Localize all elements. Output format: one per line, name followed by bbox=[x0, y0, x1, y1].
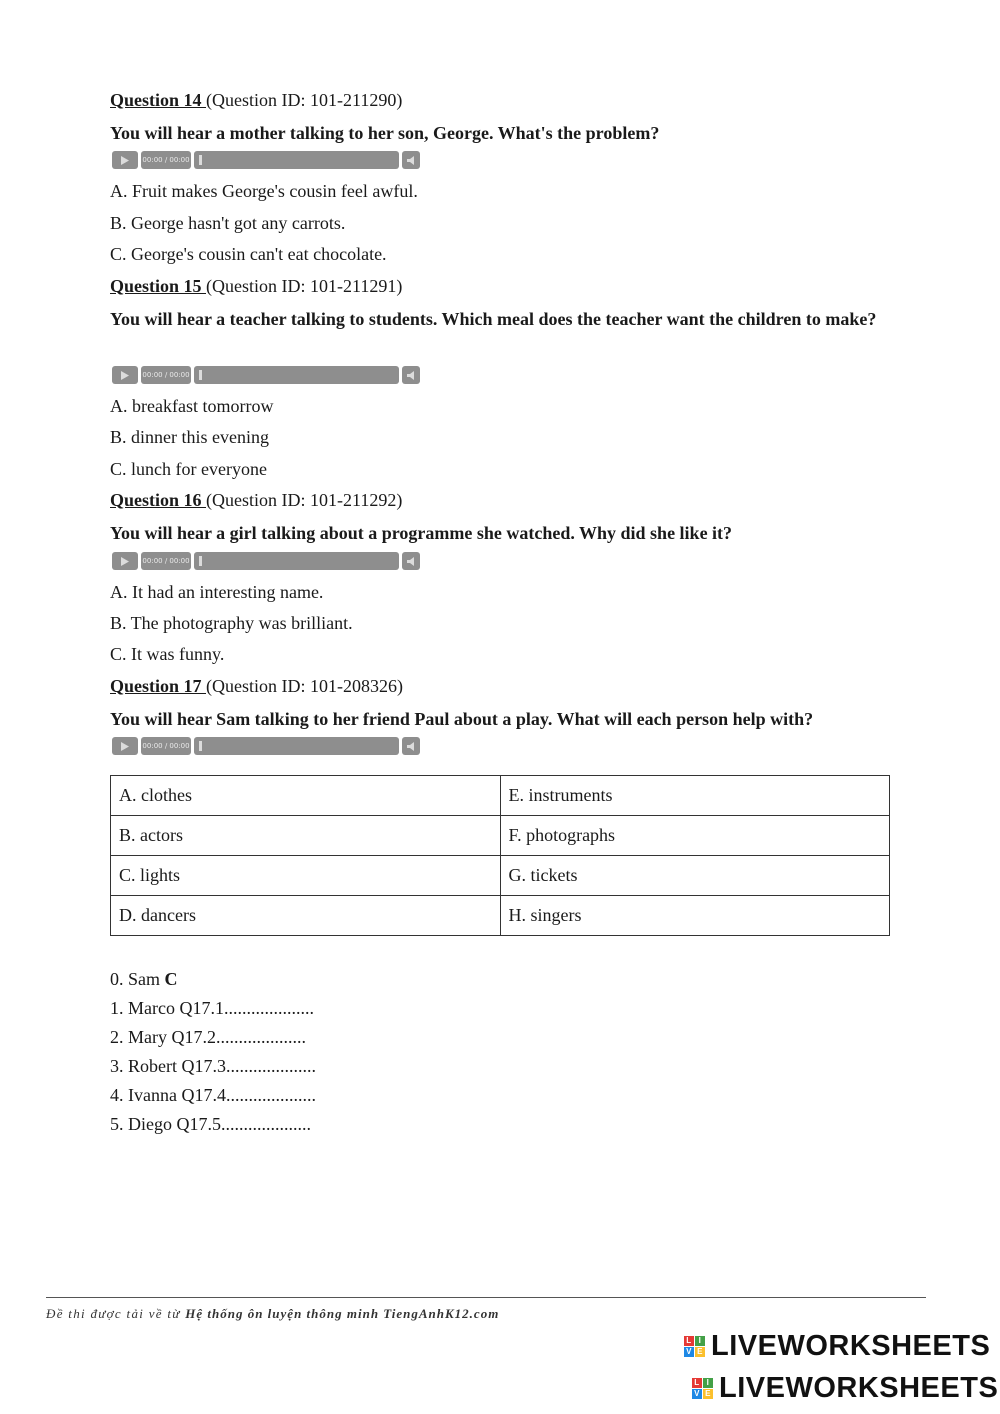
example-letter: C bbox=[164, 969, 178, 989]
audio-progress-bar[interactable] bbox=[194, 366, 399, 384]
question-header bbox=[110, 490, 402, 511]
table-cell: C. lights bbox=[111, 856, 501, 896]
answer-line[interactable]: 2. Mary Q17.2.................... bbox=[110, 1027, 306, 1047]
answer-line[interactable]: 5. Diego Q17.5.................... bbox=[110, 1114, 311, 1134]
play-icon bbox=[121, 557, 129, 566]
progress-thumb[interactable] bbox=[199, 741, 202, 751]
question-label: Question 16 bbox=[110, 490, 207, 510]
audio-player bbox=[112, 551, 420, 571]
answer-option: C. It was funny. bbox=[110, 644, 225, 664]
logo-grid-icon bbox=[684, 1336, 705, 1357]
question-id: (Question ID: 101-211292) bbox=[206, 490, 403, 510]
table-cell: G. tickets bbox=[500, 856, 890, 896]
question-label: Question 15 bbox=[110, 276, 207, 296]
audio-player bbox=[112, 150, 420, 170]
audio-time: 00:00 / 00:00 bbox=[141, 151, 191, 169]
play-button[interactable] bbox=[112, 151, 138, 169]
question-label: Question 14 bbox=[110, 90, 207, 110]
answer-option: B. dinner this evening bbox=[110, 427, 269, 447]
logo-letter: V bbox=[684, 1347, 694, 1357]
example-answer bbox=[110, 969, 178, 990]
footer-divider bbox=[46, 1297, 926, 1298]
answer-option: A. It had an interesting name. bbox=[110, 582, 324, 602]
answer-option: A. Fruit makes George's cousin feel awful. bbox=[110, 181, 418, 201]
volume-button[interactable] bbox=[402, 151, 420, 169]
logo-text: LIVEWORKSHEETS bbox=[719, 1372, 999, 1404]
speaker-icon bbox=[407, 557, 416, 566]
footer-text bbox=[46, 1306, 499, 1322]
answer-line[interactable]: 1. Marco Q17.1.................... bbox=[110, 998, 314, 1018]
play-icon bbox=[121, 156, 129, 165]
logo-grid-icon bbox=[692, 1378, 713, 1399]
audio-progress-bar[interactable] bbox=[194, 737, 399, 755]
answer-option: B. The photography was brilliant. bbox=[110, 613, 353, 633]
logo-letter: E bbox=[695, 1347, 705, 1357]
progress-thumb[interactable] bbox=[199, 370, 202, 380]
liveworksheets-logo bbox=[692, 1372, 998, 1405]
table-row bbox=[111, 856, 890, 896]
audio-player bbox=[112, 365, 420, 385]
speaker-icon bbox=[407, 742, 416, 751]
audio-progress-bar[interactable] bbox=[194, 552, 399, 570]
speaker-icon bbox=[407, 156, 416, 165]
question-header bbox=[110, 90, 402, 111]
answer-option: A. breakfast tomorrow bbox=[110, 396, 274, 416]
logo-letter: I bbox=[703, 1378, 713, 1388]
table-row bbox=[111, 776, 890, 816]
footer-source: Hệ thống ôn luyện thông minh TiengAnhK12.com bbox=[185, 1306, 500, 1321]
play-icon bbox=[121, 371, 129, 380]
play-button[interactable] bbox=[112, 552, 138, 570]
table-cell: B. actors bbox=[111, 816, 501, 856]
question-label: Question 17 bbox=[110, 676, 207, 696]
table-row bbox=[111, 816, 890, 856]
answer-option: B. George hasn't got any carrots. bbox=[110, 213, 346, 233]
progress-thumb[interactable] bbox=[199, 556, 202, 566]
question-prompt: You will hear a girl talking about a programme she watched. Why did she like it? bbox=[110, 523, 733, 543]
volume-button[interactable] bbox=[402, 366, 420, 384]
answer-line[interactable]: 3. Robert Q17.3.................... bbox=[110, 1056, 316, 1076]
logo-letter: E bbox=[703, 1389, 713, 1399]
speaker-icon bbox=[407, 371, 416, 380]
answer-option: C. George's cousin can't eat chocolate. bbox=[110, 244, 387, 264]
answer-line[interactable]: 4. Ivanna Q17.4.................... bbox=[110, 1085, 316, 1105]
play-icon bbox=[121, 742, 129, 751]
liveworksheets-logo bbox=[684, 1330, 990, 1363]
question-header bbox=[110, 276, 402, 297]
volume-button[interactable] bbox=[402, 737, 420, 755]
audio-player bbox=[112, 736, 420, 756]
logo-text: LIVEWORKSHEETS bbox=[711, 1330, 991, 1362]
question-id: (Question ID: 101-211291) bbox=[206, 276, 403, 296]
play-button[interactable] bbox=[112, 366, 138, 384]
play-button[interactable] bbox=[112, 737, 138, 755]
table-row bbox=[111, 896, 890, 936]
question-prompt: You will hear a mother talking to her son, George. What's the problem? bbox=[110, 123, 660, 143]
logo-letter: V bbox=[692, 1389, 702, 1399]
audio-progress-bar[interactable] bbox=[194, 151, 399, 169]
table-cell: D. dancers bbox=[111, 896, 501, 936]
table-cell: F. photographs bbox=[500, 816, 890, 856]
footer-prefix: Đề thi được tải về từ bbox=[46, 1306, 186, 1321]
audio-time: 00:00 / 00:00 bbox=[141, 366, 191, 384]
audio-time: 00:00 / 00:00 bbox=[141, 552, 191, 570]
logo-letter: I bbox=[695, 1336, 705, 1346]
logo-letter: L bbox=[692, 1378, 702, 1388]
answer-option: C. lunch for everyone bbox=[110, 459, 267, 479]
audio-time: 00:00 / 00:00 bbox=[141, 737, 191, 755]
progress-thumb[interactable] bbox=[199, 155, 202, 165]
table-cell: H. singers bbox=[500, 896, 890, 936]
question-id: (Question ID: 101-211290) bbox=[206, 90, 403, 110]
options-table bbox=[110, 775, 890, 936]
table-cell: E. instruments bbox=[500, 776, 890, 816]
volume-button[interactable] bbox=[402, 552, 420, 570]
table-cell: A. clothes bbox=[111, 776, 501, 816]
question-header bbox=[110, 676, 403, 697]
question-id: (Question ID: 101-208326) bbox=[206, 676, 403, 696]
question-prompt: You will hear Sam talking to her friend Paul about a play. What will each person help with? bbox=[110, 709, 814, 729]
question-prompt: You will hear a teacher talking to students. Which meal does the teacher want the children to make? bbox=[110, 309, 877, 329]
logo-letter: L bbox=[684, 1336, 694, 1346]
example-prefix: 0. Sam bbox=[110, 969, 165, 989]
